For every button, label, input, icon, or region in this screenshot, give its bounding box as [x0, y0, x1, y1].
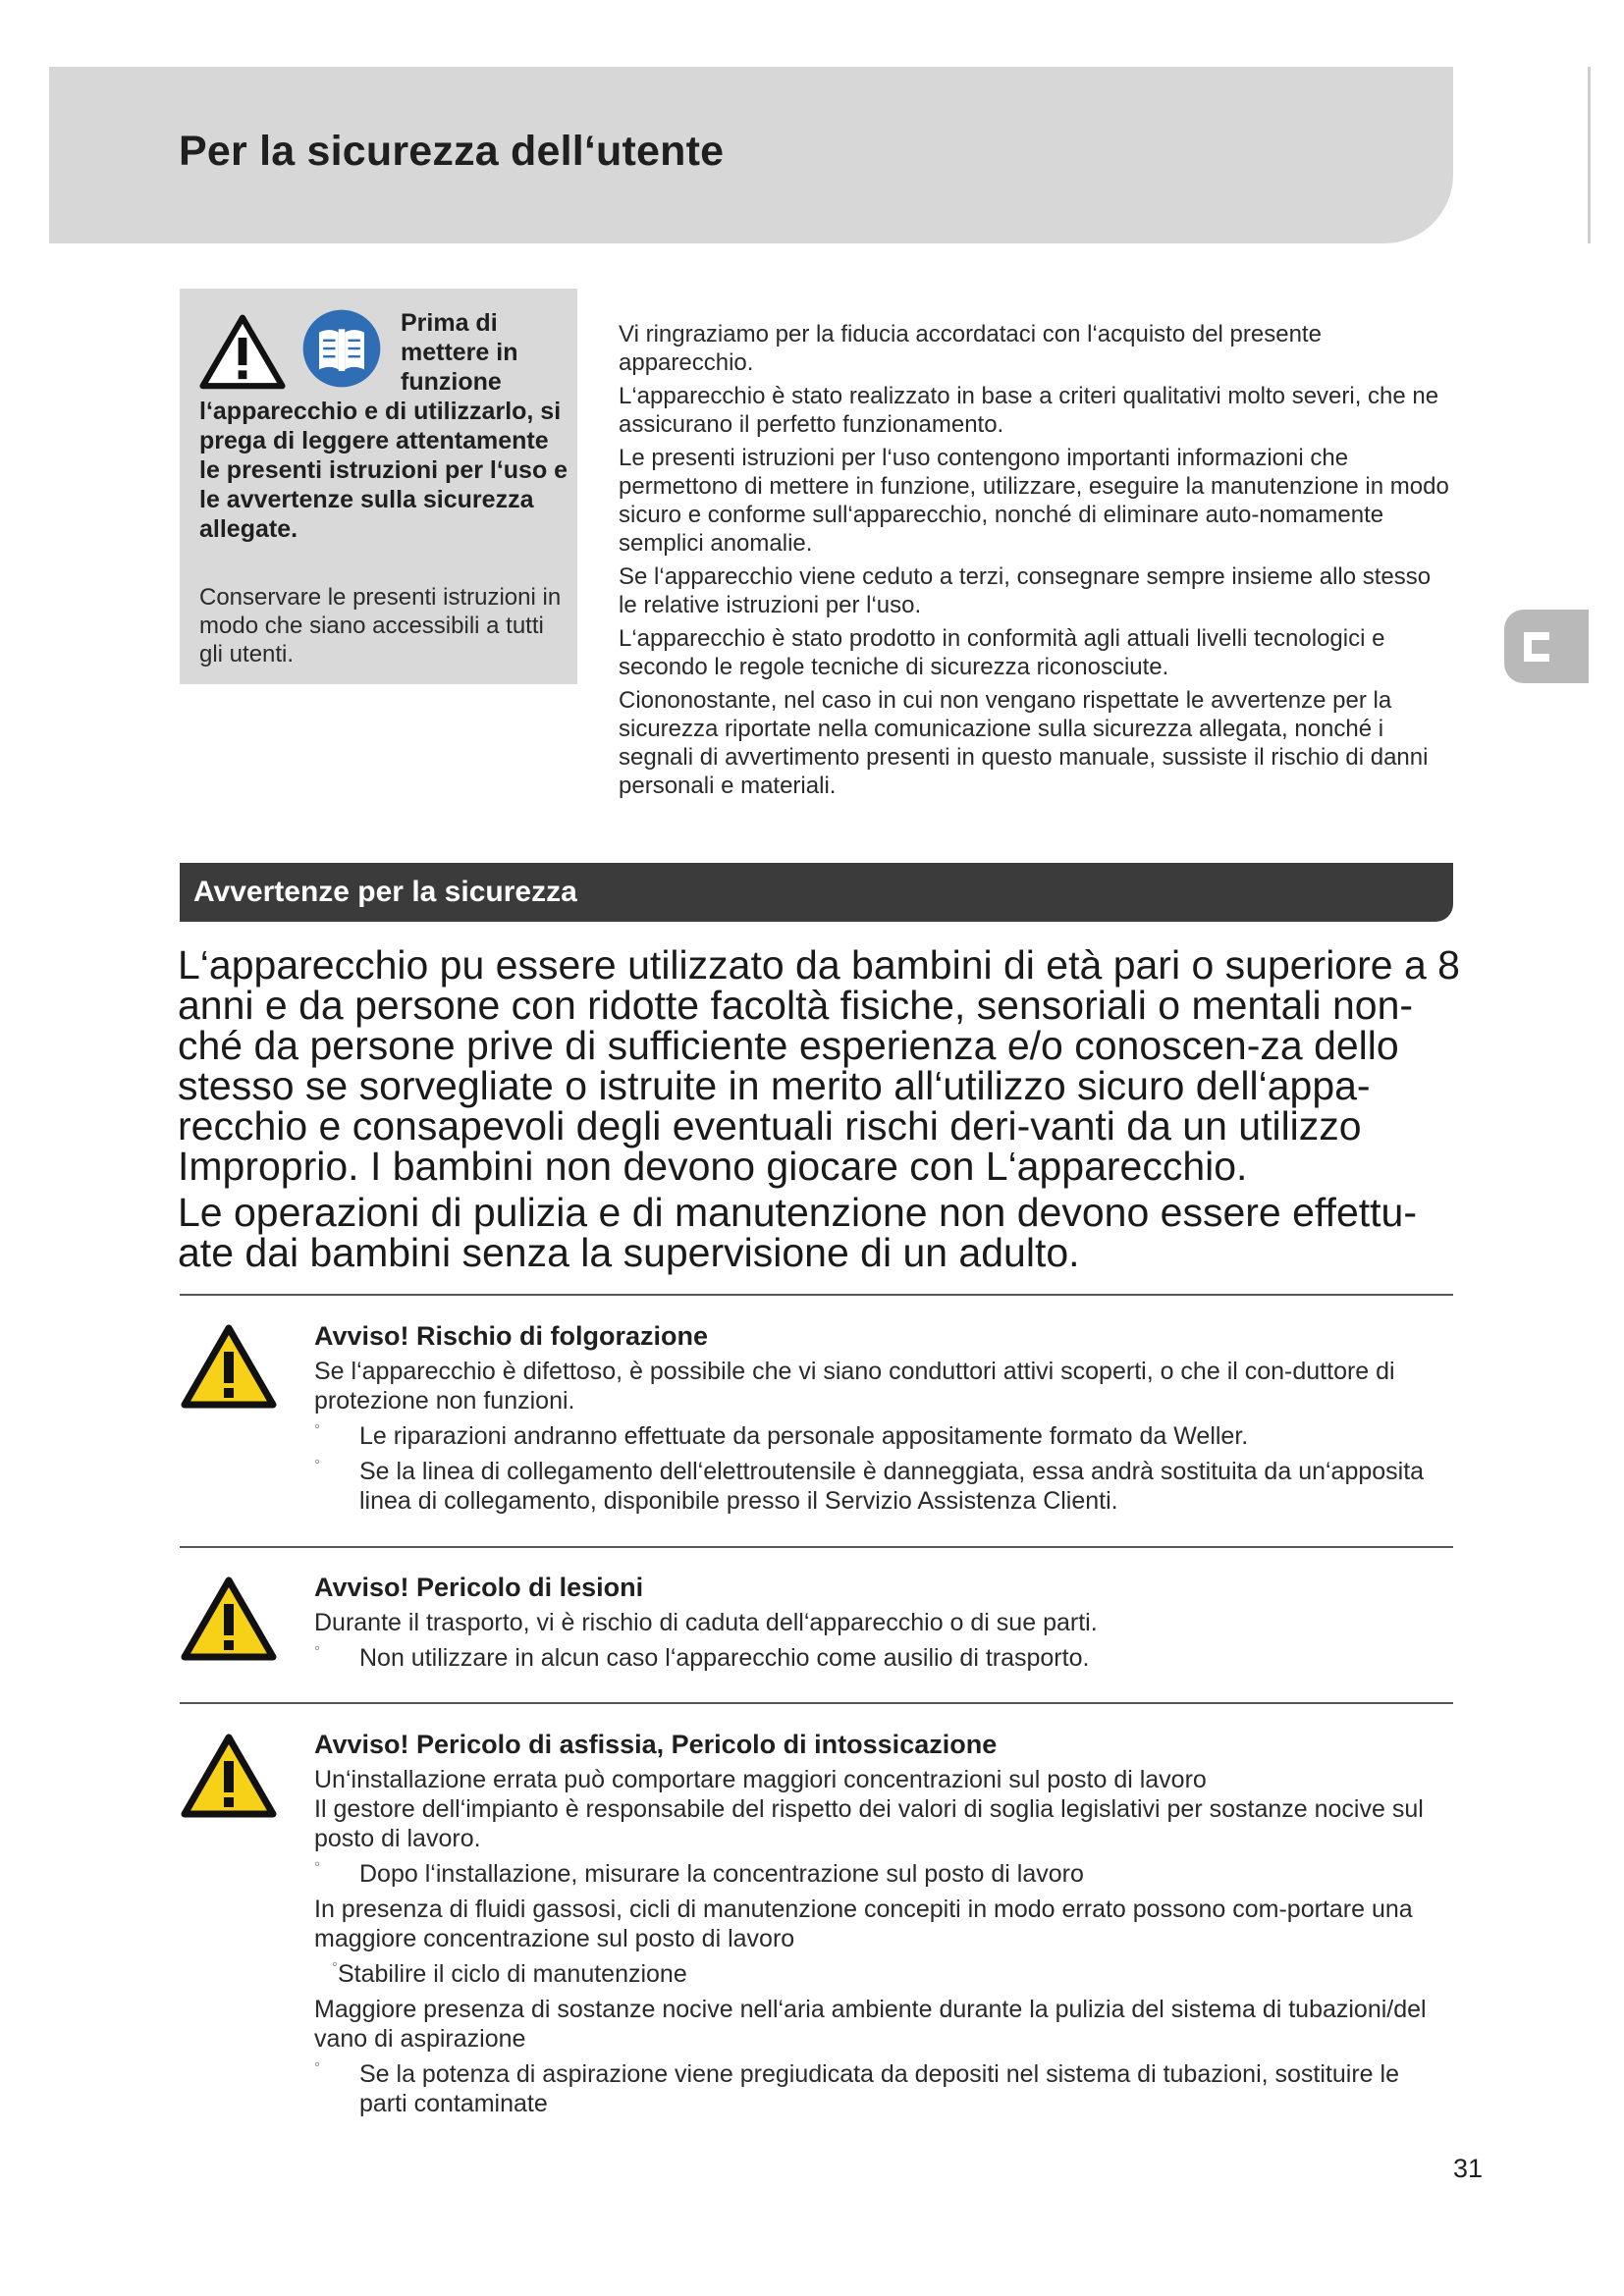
section-title: Avvertenze per la sicurezza — [193, 876, 577, 908]
warning-list-item-text: Stabilire il ciclo di manutenzione — [338, 1960, 687, 1988]
bullet-mark: ° — [314, 1421, 320, 1438]
warning-list-item-text: Se la potenza di aspirazione viene pregiudicata da depositi nel sistema di tubazioni, sostituire le parti contaminate — [359, 2060, 1399, 2117]
page-title: Per la sicurezza dell‘utente — [179, 128, 725, 175]
warning-title: Avviso! Pericolo di lesioni — [314, 1573, 644, 1602]
edge-line — [1588, 67, 1591, 243]
warning-list-item — [314, 1643, 1453, 1673]
divider — [180, 1294, 1453, 1296]
warning-list-item-text: Le riparazioni andranno effettuate da personale appositamente formato da Weller. — [359, 1422, 1249, 1450]
warning-triangle-icon — [180, 1322, 278, 1411]
warning-text: Se l‘apparecchio è difettoso, è possibile che vi siano conduttori attivi scoperti, o che il con-duttore di protezione non funzioni. — [314, 1358, 1395, 1415]
warning-list-item — [314, 1959, 1453, 1989]
warning-triangle-icon — [180, 1575, 278, 1663]
read-first-notice — [180, 289, 577, 684]
intro-paragraph: Ciononostante, nel caso in cui non vengano rispettate le avvertenze per la sicurezza riportate nella comunicazione sulla sicurezza allegata, nonché i segnali di avvertimento presenti in questo manuale, sussiste il rischio di danni personali e materiali. — [619, 687, 1429, 799]
warning-text: Il gestore dell‘impianto è responsabile del rispetto dei valori di soglia legislativi per sostanze nocive sul posto di lavoro. — [314, 1795, 1424, 1852]
divider — [180, 1546, 1453, 1548]
language-tab-mark — [1524, 654, 1549, 662]
intro-paragraph: L‘apparecchio è stato prodotto in conformità agli attuali livelli tecnologici e secondo le regole tecniche di sicurezza riconosciute. — [619, 625, 1385, 680]
divider — [180, 1702, 1453, 1704]
warning-list-item — [314, 1859, 1453, 1889]
bullet-mark: ° — [314, 1457, 320, 1473]
bullet-mark: ° — [332, 1959, 338, 1976]
intro-paragraph: L‘apparecchio è stato realizzato in base a criteri qualitativi molto severi, che ne assicurano il perfetto funzionamento. — [619, 383, 1439, 438]
children-safety-paragraph: L‘apparecchio pu essere utilizzato da bambini di età pari o superiore a 8 anni e da persone con ridotte facoltà fisiche, sensoriali o mentali non-ché da persone prive di sufficiente esperienza e/o conoscen-za dello stesso se sorvegliate o istruite in merito all‘utilizzo sicuro dell‘appa-recchio e consapevoli degli eventuali rischi deri-vanti da un utilizzo Improprio. I bambini non devono giocare con L‘apparecchio. — [178, 942, 1460, 1189]
warning-triangle-icon — [199, 313, 286, 390]
warning-injury — [314, 1571, 1453, 1679]
cleaning-paragraph: Le operazioni di pulizia e di manutenzione non devono essere effettu-ate dai bambini senza la supervisione di un adulto. — [178, 1190, 1417, 1275]
warning-triangle-icon — [180, 1732, 278, 1820]
warning-list-item — [314, 1457, 1453, 1516]
notice-lead-text: Prima di mettere in funzione — [401, 309, 518, 396]
warning-list-item — [314, 1421, 1453, 1451]
section-banner — [180, 863, 1453, 922]
page-number: 31 — [1453, 2154, 1484, 2183]
warning-list-item — [314, 2059, 1453, 2118]
warning-title: Avviso! Rischio di folgorazione — [314, 1321, 709, 1351]
language-tab — [1504, 610, 1589, 683]
warning-text: Maggiore presenza di sostanze nocive nell‘aria ambiente durante la pulizia del sistema di tubazioni/del vano di aspirazione — [314, 1996, 1427, 2053]
warning-list-item-text: Se la linea di collegamento dell‘elettroutensile è danneggiata, essa andrà sostituita da un‘apposita linea di collegamento, disponibile presso il Servizio Assistenza Clienti. — [359, 1458, 1425, 1515]
intro-paragraph: Se l‘apparecchio viene ceduto a terzi, consegnare sempre insieme allo stesso le relative istruzioni per l‘uso. — [619, 563, 1432, 618]
bullet-mark: ° — [314, 1859, 320, 1876]
bullet-mark: ° — [314, 1643, 320, 1660]
children-safety-text — [178, 942, 1464, 1279]
notice-instruction-text: l‘apparecchio e di utilizzarlo, si prega di leggere attentamente le presenti istruzioni per l‘uso e le avvertenze sulla sicurezza allegate. — [199, 398, 568, 543]
warning-text: Un‘installazione errata può comportare maggiori concentrazioni sul posto di lavoro — [314, 1766, 1207, 1793]
warning-list-item-text: Non utilizzare in alcun caso l‘apparecchio come ausilio di trasporto. — [359, 1644, 1090, 1672]
warning-title: Avviso! Pericolo di asfissia, Pericolo di intossicazione — [314, 1730, 998, 1759]
notice-keep-text: Conservare le presenti istruzioni in modo che siano accessibili a tutti gli utenti. — [199, 584, 562, 667]
bullet-mark: ° — [314, 2059, 320, 2076]
warning-asphyxia-intoxication — [314, 1728, 1453, 2124]
header-band — [49, 67, 1453, 243]
warning-electric-shock — [314, 1319, 1453, 1522]
warning-text: Durante il trasporto, vi è rischio di caduta dell‘apparecchio o di sue parti. — [314, 1609, 1098, 1636]
read-manual-icon — [301, 308, 382, 389]
warning-list-item-text: Dopo l‘installazione, misurare la concentrazione sul posto di lavoro — [359, 1860, 1084, 1888]
intro-paragraph: Le presenti istruzioni per l‘uso contengono importanti informazioni che permettono di mettere in funzione, utilizzare, eseguire la manutenzione in modo sicuro e conforme sull‘apparecchio, nonché di eliminare auto-nomamente semplici anomalie. — [619, 445, 1449, 557]
intro-text — [619, 320, 1453, 805]
intro-paragraph: Vi ringraziamo per la fiducia accordataci con l‘acquisto del presente apparecchio. — [619, 321, 1322, 376]
warning-text: In presenza di fluidi gassosi, cicli di manutenzione concepiti in modo errato possono com-portare una maggiore concentrazione sul posto di lavoro — [314, 1896, 1413, 1952]
